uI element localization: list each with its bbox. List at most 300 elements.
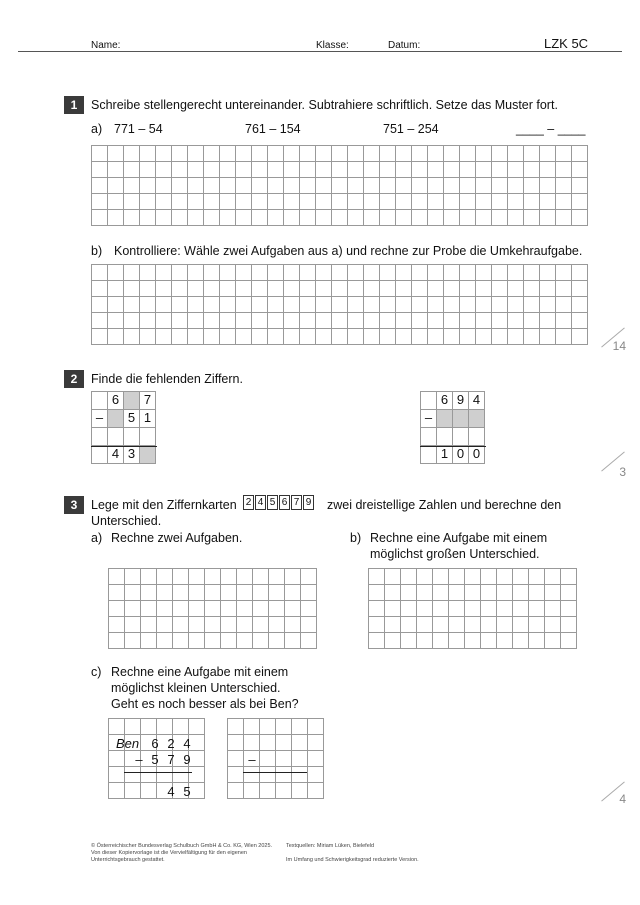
grid-cell[interactable] — [172, 297, 188, 313]
grid-cell[interactable] — [268, 178, 284, 194]
grid-cell[interactable] — [412, 329, 428, 345]
grid-cell[interactable] — [316, 265, 332, 281]
grid-cell[interactable] — [252, 265, 268, 281]
grid-cell[interactable] — [556, 265, 572, 281]
grid-cell[interactable] — [412, 146, 428, 162]
grid-cell[interactable] — [308, 783, 324, 799]
grid-cell[interactable] — [396, 210, 412, 226]
grid-cell[interactable] — [220, 162, 236, 178]
grid-cell[interactable] — [188, 297, 204, 313]
grid-cell[interactable] — [173, 601, 189, 617]
grid-cell[interactable] — [300, 210, 316, 226]
grid-cell[interactable] — [284, 178, 300, 194]
grid-cell[interactable] — [460, 146, 476, 162]
grid-cell[interactable] — [157, 617, 173, 633]
grid-cell[interactable] — [276, 751, 292, 767]
grid-cell[interactable] — [108, 210, 124, 226]
grid-cell[interactable] — [109, 617, 125, 633]
grid-cell[interactable] — [189, 569, 205, 585]
puzzle-cell[interactable] — [124, 392, 140, 410]
grid-cell[interactable] — [125, 569, 141, 585]
grid-cell[interactable] — [237, 633, 253, 649]
grid-cell[interactable] — [524, 210, 540, 226]
grid-cell[interactable] — [348, 265, 364, 281]
grid-cell[interactable] — [380, 297, 396, 313]
grid-cell[interactable] — [260, 751, 276, 767]
grid-cell[interactable] — [269, 601, 285, 617]
grid-cell[interactable] — [513, 585, 529, 601]
grid-cell[interactable] — [205, 601, 221, 617]
grid-cell[interactable] — [540, 194, 556, 210]
grid-cell[interactable] — [492, 178, 508, 194]
grid-cell[interactable] — [221, 633, 237, 649]
grid-cell[interactable] — [173, 585, 189, 601]
puzzle-cell[interactable] — [453, 410, 469, 428]
grid-cell[interactable] — [221, 569, 237, 585]
grid-cell[interactable] — [236, 178, 252, 194]
grid-cell[interactable] — [417, 601, 433, 617]
grid-cell[interactable] — [444, 178, 460, 194]
grid-cell[interactable] — [396, 297, 412, 313]
grid-cell[interactable] — [253, 569, 269, 585]
task3a-writing-grid[interactable] — [108, 568, 317, 649]
grid-cell[interactable] — [268, 194, 284, 210]
grid-cell[interactable] — [292, 783, 308, 799]
grid-cell[interactable] — [124, 162, 140, 178]
grid-cell[interactable] — [529, 585, 545, 601]
grid-cell[interactable] — [124, 194, 140, 210]
grid-cell[interactable] — [268, 210, 284, 226]
grid-cell[interactable] — [460, 162, 476, 178]
grid-cell[interactable] — [396, 178, 412, 194]
grid-cell[interactable] — [109, 751, 125, 767]
grid-cell[interactable] — [385, 617, 401, 633]
grid-cell[interactable] — [364, 281, 380, 297]
grid-cell[interactable] — [545, 633, 561, 649]
grid-cell[interactable] — [332, 281, 348, 297]
grid-cell[interactable] — [369, 633, 385, 649]
grid-cell[interactable] — [188, 329, 204, 345]
grid-cell[interactable] — [188, 210, 204, 226]
grid-cell[interactable] — [236, 265, 252, 281]
grid-cell[interactable] — [529, 569, 545, 585]
grid-cell[interactable] — [348, 178, 364, 194]
grid-cell[interactable] — [444, 162, 460, 178]
grid-cell[interactable] — [540, 162, 556, 178]
task3b-writing-grid[interactable] — [368, 568, 577, 649]
grid-cell[interactable] — [316, 297, 332, 313]
grid-cell[interactable] — [188, 313, 204, 329]
grid-cell[interactable] — [385, 633, 401, 649]
grid-cell[interactable] — [572, 146, 588, 162]
grid-cell[interactable] — [92, 265, 108, 281]
grid-cell[interactable] — [428, 210, 444, 226]
grid-cell[interactable] — [444, 210, 460, 226]
grid-cell[interactable] — [508, 194, 524, 210]
grid-cell[interactable] — [476, 146, 492, 162]
grid-cell[interactable] — [204, 194, 220, 210]
grid-cell[interactable] — [412, 281, 428, 297]
grid-cell[interactable] — [156, 297, 172, 313]
grid-cell[interactable] — [172, 178, 188, 194]
grid-cell[interactable] — [529, 617, 545, 633]
grid-cell[interactable] — [412, 210, 428, 226]
grid-cell[interactable] — [108, 194, 124, 210]
grid-cell[interactable] — [300, 178, 316, 194]
grid-cell[interactable] — [125, 617, 141, 633]
grid-cell[interactable] — [428, 162, 444, 178]
grid-cell[interactable] — [108, 162, 124, 178]
task1b-writing-grid[interactable] — [91, 264, 588, 345]
grid-cell[interactable] — [204, 146, 220, 162]
grid-cell[interactable] — [412, 313, 428, 329]
grid-cell[interactable] — [465, 569, 481, 585]
grid-cell[interactable] — [332, 210, 348, 226]
grid-cell[interactable] — [172, 194, 188, 210]
grid-cell[interactable] — [237, 617, 253, 633]
grid-cell[interactable] — [572, 329, 588, 345]
grid-cell[interactable] — [236, 210, 252, 226]
grid-cell[interactable] — [220, 210, 236, 226]
grid-cell[interactable] — [205, 617, 221, 633]
grid-cell[interactable] — [444, 281, 460, 297]
grid-cell[interactable] — [108, 178, 124, 194]
grid-cell[interactable] — [572, 281, 588, 297]
grid-cell[interactable] — [540, 297, 556, 313]
grid-cell[interactable] — [513, 617, 529, 633]
grid-cell[interactable] — [524, 194, 540, 210]
grid-cell[interactable] — [140, 194, 156, 210]
grid-cell[interactable] — [428, 329, 444, 345]
grid-cell[interactable] — [244, 767, 260, 783]
grid-cell[interactable] — [572, 162, 588, 178]
grid-cell[interactable] — [252, 297, 268, 313]
grid-cell[interactable] — [572, 297, 588, 313]
grid-cell[interactable] — [188, 162, 204, 178]
grid-cell[interactable] — [401, 617, 417, 633]
grid-cell[interactable] — [108, 313, 124, 329]
grid-cell[interactable] — [156, 329, 172, 345]
grid-cell[interactable] — [417, 569, 433, 585]
grid-cell[interactable] — [140, 210, 156, 226]
grid-cell[interactable] — [221, 601, 237, 617]
grid-cell[interactable] — [301, 617, 317, 633]
grid-cell[interactable] — [508, 210, 524, 226]
grid-cell[interactable] — [124, 329, 140, 345]
grid-cell[interactable] — [524, 162, 540, 178]
grid-cell[interactable] — [204, 313, 220, 329]
grid-cell[interactable] — [460, 194, 476, 210]
grid-cell[interactable] — [460, 313, 476, 329]
grid-cell[interactable] — [109, 601, 125, 617]
grid-cell[interactable] — [188, 265, 204, 281]
task2-right-puzzle[interactable] — [420, 391, 485, 464]
grid-cell[interactable] — [189, 601, 205, 617]
grid-cell[interactable] — [189, 617, 205, 633]
grid-cell[interactable] — [189, 767, 205, 783]
grid-cell[interactable] — [204, 265, 220, 281]
grid-cell[interactable] — [316, 281, 332, 297]
grid-cell[interactable] — [561, 569, 577, 585]
grid-cell[interactable] — [556, 178, 572, 194]
grid-cell[interactable] — [292, 735, 308, 751]
grid-cell[interactable] — [300, 265, 316, 281]
grid-cell[interactable] — [380, 146, 396, 162]
grid-cell[interactable] — [141, 617, 157, 633]
grid-cell[interactable] — [124, 210, 140, 226]
grid-cell[interactable] — [109, 585, 125, 601]
grid-cell[interactable] — [157, 633, 173, 649]
grid-cell[interactable] — [348, 162, 364, 178]
grid-cell[interactable] — [156, 281, 172, 297]
grid-cell[interactable] — [141, 783, 157, 799]
grid-cell[interactable] — [284, 281, 300, 297]
grid-cell[interactable] — [316, 210, 332, 226]
grid-cell[interactable] — [108, 146, 124, 162]
grid-cell[interactable] — [348, 297, 364, 313]
grid-cell[interactable] — [444, 297, 460, 313]
grid-cell[interactable] — [369, 569, 385, 585]
grid-cell[interactable] — [124, 146, 140, 162]
grid-cell[interactable] — [433, 569, 449, 585]
grid-cell[interactable] — [396, 146, 412, 162]
grid-cell[interactable] — [237, 585, 253, 601]
grid-cell[interactable] — [385, 569, 401, 585]
grid-cell[interactable] — [524, 297, 540, 313]
grid-cell[interactable] — [460, 281, 476, 297]
grid-cell[interactable] — [396, 194, 412, 210]
grid-cell[interactable] — [157, 719, 173, 735]
grid-cell[interactable] — [476, 162, 492, 178]
grid-cell[interactable] — [348, 281, 364, 297]
grid-cell[interactable] — [508, 329, 524, 345]
grid-cell[interactable] — [269, 569, 285, 585]
grid-cell[interactable] — [561, 617, 577, 633]
grid-cell[interactable] — [364, 146, 380, 162]
grid-cell[interactable] — [433, 601, 449, 617]
grid-cell[interactable] — [204, 297, 220, 313]
grid-cell[interactable] — [380, 313, 396, 329]
grid-cell[interactable] — [173, 767, 189, 783]
grid-cell[interactable] — [236, 162, 252, 178]
grid-cell[interactable] — [545, 601, 561, 617]
grid-cell[interactable] — [316, 146, 332, 162]
grid-cell[interactable] — [220, 329, 236, 345]
grid-cell[interactable] — [308, 751, 324, 767]
grid-cell[interactable] — [316, 329, 332, 345]
grid-cell[interactable] — [524, 281, 540, 297]
grid-cell[interactable] — [529, 633, 545, 649]
grid-cell[interactable] — [141, 569, 157, 585]
grid-cell[interactable] — [508, 265, 524, 281]
grid-cell[interactable] — [140, 281, 156, 297]
grid-cell[interactable] — [492, 146, 508, 162]
grid-cell[interactable] — [276, 767, 292, 783]
grid-cell[interactable] — [92, 297, 108, 313]
grid-cell[interactable] — [205, 633, 221, 649]
grid-cell[interactable] — [156, 210, 172, 226]
grid-cell[interactable] — [140, 265, 156, 281]
grid-cell[interactable] — [252, 313, 268, 329]
grid-cell[interactable] — [252, 281, 268, 297]
grid-cell[interactable] — [260, 767, 276, 783]
grid-cell[interactable] — [108, 297, 124, 313]
grid-cell[interactable] — [308, 719, 324, 735]
grid-cell[interactable] — [292, 719, 308, 735]
grid-cell[interactable] — [412, 297, 428, 313]
grid-cell[interactable] — [428, 178, 444, 194]
grid-cell[interactable] — [125, 783, 141, 799]
grid-cell[interactable] — [204, 178, 220, 194]
grid-cell[interactable] — [253, 585, 269, 601]
grid-cell[interactable] — [173, 633, 189, 649]
grid-cell[interactable] — [545, 585, 561, 601]
grid-cell[interactable] — [300, 329, 316, 345]
grid-cell[interactable] — [433, 633, 449, 649]
grid-cell[interactable] — [540, 313, 556, 329]
grid-cell[interactable] — [172, 281, 188, 297]
grid-cell[interactable] — [545, 617, 561, 633]
grid-cell[interactable] — [236, 146, 252, 162]
grid-cell[interactable] — [428, 265, 444, 281]
grid-cell[interactable] — [540, 281, 556, 297]
grid-cell[interactable] — [556, 210, 572, 226]
grid-cell[interactable] — [476, 265, 492, 281]
grid-cell[interactable] — [140, 146, 156, 162]
grid-cell[interactable] — [141, 719, 157, 735]
grid-cell[interactable] — [396, 329, 412, 345]
grid-cell[interactable] — [348, 313, 364, 329]
grid-cell[interactable] — [428, 194, 444, 210]
grid-cell[interactable] — [332, 297, 348, 313]
grid-cell[interactable] — [513, 601, 529, 617]
grid-cell[interactable] — [444, 146, 460, 162]
grid-cell[interactable] — [300, 194, 316, 210]
grid-cell[interactable] — [380, 281, 396, 297]
grid-cell[interactable] — [364, 329, 380, 345]
grid-cell[interactable] — [252, 329, 268, 345]
grid-cell[interactable] — [92, 329, 108, 345]
grid-cell[interactable] — [449, 601, 465, 617]
grid-cell[interactable] — [108, 281, 124, 297]
grid-cell[interactable] — [156, 178, 172, 194]
grid-cell[interactable] — [380, 265, 396, 281]
grid-cell[interactable] — [268, 313, 284, 329]
grid-cell[interactable] — [412, 162, 428, 178]
grid-cell[interactable] — [540, 146, 556, 162]
grid-cell[interactable] — [332, 178, 348, 194]
grid-cell[interactable] — [476, 313, 492, 329]
task1a-writing-grid[interactable] — [91, 145, 588, 226]
grid-cell[interactable] — [157, 585, 173, 601]
grid-cell[interactable] — [497, 601, 513, 617]
grid-cell[interactable] — [412, 178, 428, 194]
grid-cell[interactable] — [492, 162, 508, 178]
puzzle-cell[interactable] — [140, 446, 156, 464]
grid-cell[interactable] — [172, 313, 188, 329]
grid-cell[interactable] — [380, 178, 396, 194]
grid-cell[interactable] — [444, 313, 460, 329]
grid-cell[interactable] — [188, 178, 204, 194]
grid-cell[interactable] — [109, 783, 125, 799]
grid-cell[interactable] — [481, 585, 497, 601]
grid-cell[interactable] — [401, 633, 417, 649]
grid-cell[interactable] — [284, 313, 300, 329]
grid-cell[interactable] — [412, 194, 428, 210]
grid-cell[interactable] — [220, 297, 236, 313]
grid-cell[interactable] — [492, 281, 508, 297]
grid-cell[interactable] — [481, 633, 497, 649]
grid-cell[interactable] — [481, 601, 497, 617]
grid-cell[interactable] — [465, 617, 481, 633]
grid-cell[interactable] — [173, 719, 189, 735]
grid-cell[interactable] — [561, 633, 577, 649]
grid-cell[interactable] — [220, 146, 236, 162]
grid-cell[interactable] — [125, 633, 141, 649]
grid-cell[interactable] — [140, 329, 156, 345]
grid-cell[interactable] — [204, 329, 220, 345]
grid-cell[interactable] — [316, 162, 332, 178]
grid-cell[interactable] — [396, 265, 412, 281]
grid-cell[interactable] — [332, 146, 348, 162]
grid-cell[interactable] — [108, 265, 124, 281]
grid-cell[interactable] — [252, 146, 268, 162]
grid-cell[interactable] — [260, 783, 276, 799]
grid-cell[interactable] — [124, 281, 140, 297]
grid-cell[interactable] — [497, 585, 513, 601]
grid-cell[interactable] — [492, 313, 508, 329]
grid-cell[interactable] — [268, 146, 284, 162]
grid-cell[interactable] — [228, 735, 244, 751]
grid-cell[interactable] — [300, 281, 316, 297]
grid-cell[interactable] — [221, 585, 237, 601]
grid-cell[interactable] — [556, 313, 572, 329]
grid-cell[interactable] — [492, 265, 508, 281]
grid-cell[interactable] — [524, 178, 540, 194]
grid-cell[interactable] — [188, 281, 204, 297]
grid-cell[interactable] — [268, 297, 284, 313]
grid-cell[interactable] — [476, 194, 492, 210]
grid-cell[interactable] — [276, 783, 292, 799]
grid-cell[interactable] — [284, 329, 300, 345]
grid-cell[interactable] — [141, 601, 157, 617]
grid-cell[interactable] — [125, 719, 141, 735]
grid-cell[interactable] — [316, 194, 332, 210]
grid-cell[interactable] — [364, 265, 380, 281]
grid-cell[interactable] — [140, 297, 156, 313]
grid-cell[interactable] — [285, 601, 301, 617]
grid-cell[interactable] — [284, 146, 300, 162]
grid-cell[interactable] — [369, 617, 385, 633]
grid-cell[interactable] — [244, 719, 260, 735]
grid-cell[interactable] — [481, 617, 497, 633]
grid-cell[interactable] — [572, 265, 588, 281]
grid-cell[interactable] — [244, 735, 260, 751]
grid-cell[interactable] — [228, 783, 244, 799]
grid-cell[interactable] — [284, 297, 300, 313]
grid-cell[interactable] — [268, 162, 284, 178]
grid-cell[interactable] — [205, 585, 221, 601]
grid-cell[interactable] — [172, 210, 188, 226]
grid-cell[interactable] — [109, 633, 125, 649]
grid-cell[interactable] — [476, 178, 492, 194]
grid-cell[interactable] — [124, 297, 140, 313]
grid-cell[interactable] — [141, 585, 157, 601]
task2-left-puzzle[interactable] — [91, 391, 156, 464]
grid-cell[interactable] — [556, 329, 572, 345]
grid-cell[interactable] — [236, 297, 252, 313]
grid-cell[interactable] — [556, 146, 572, 162]
